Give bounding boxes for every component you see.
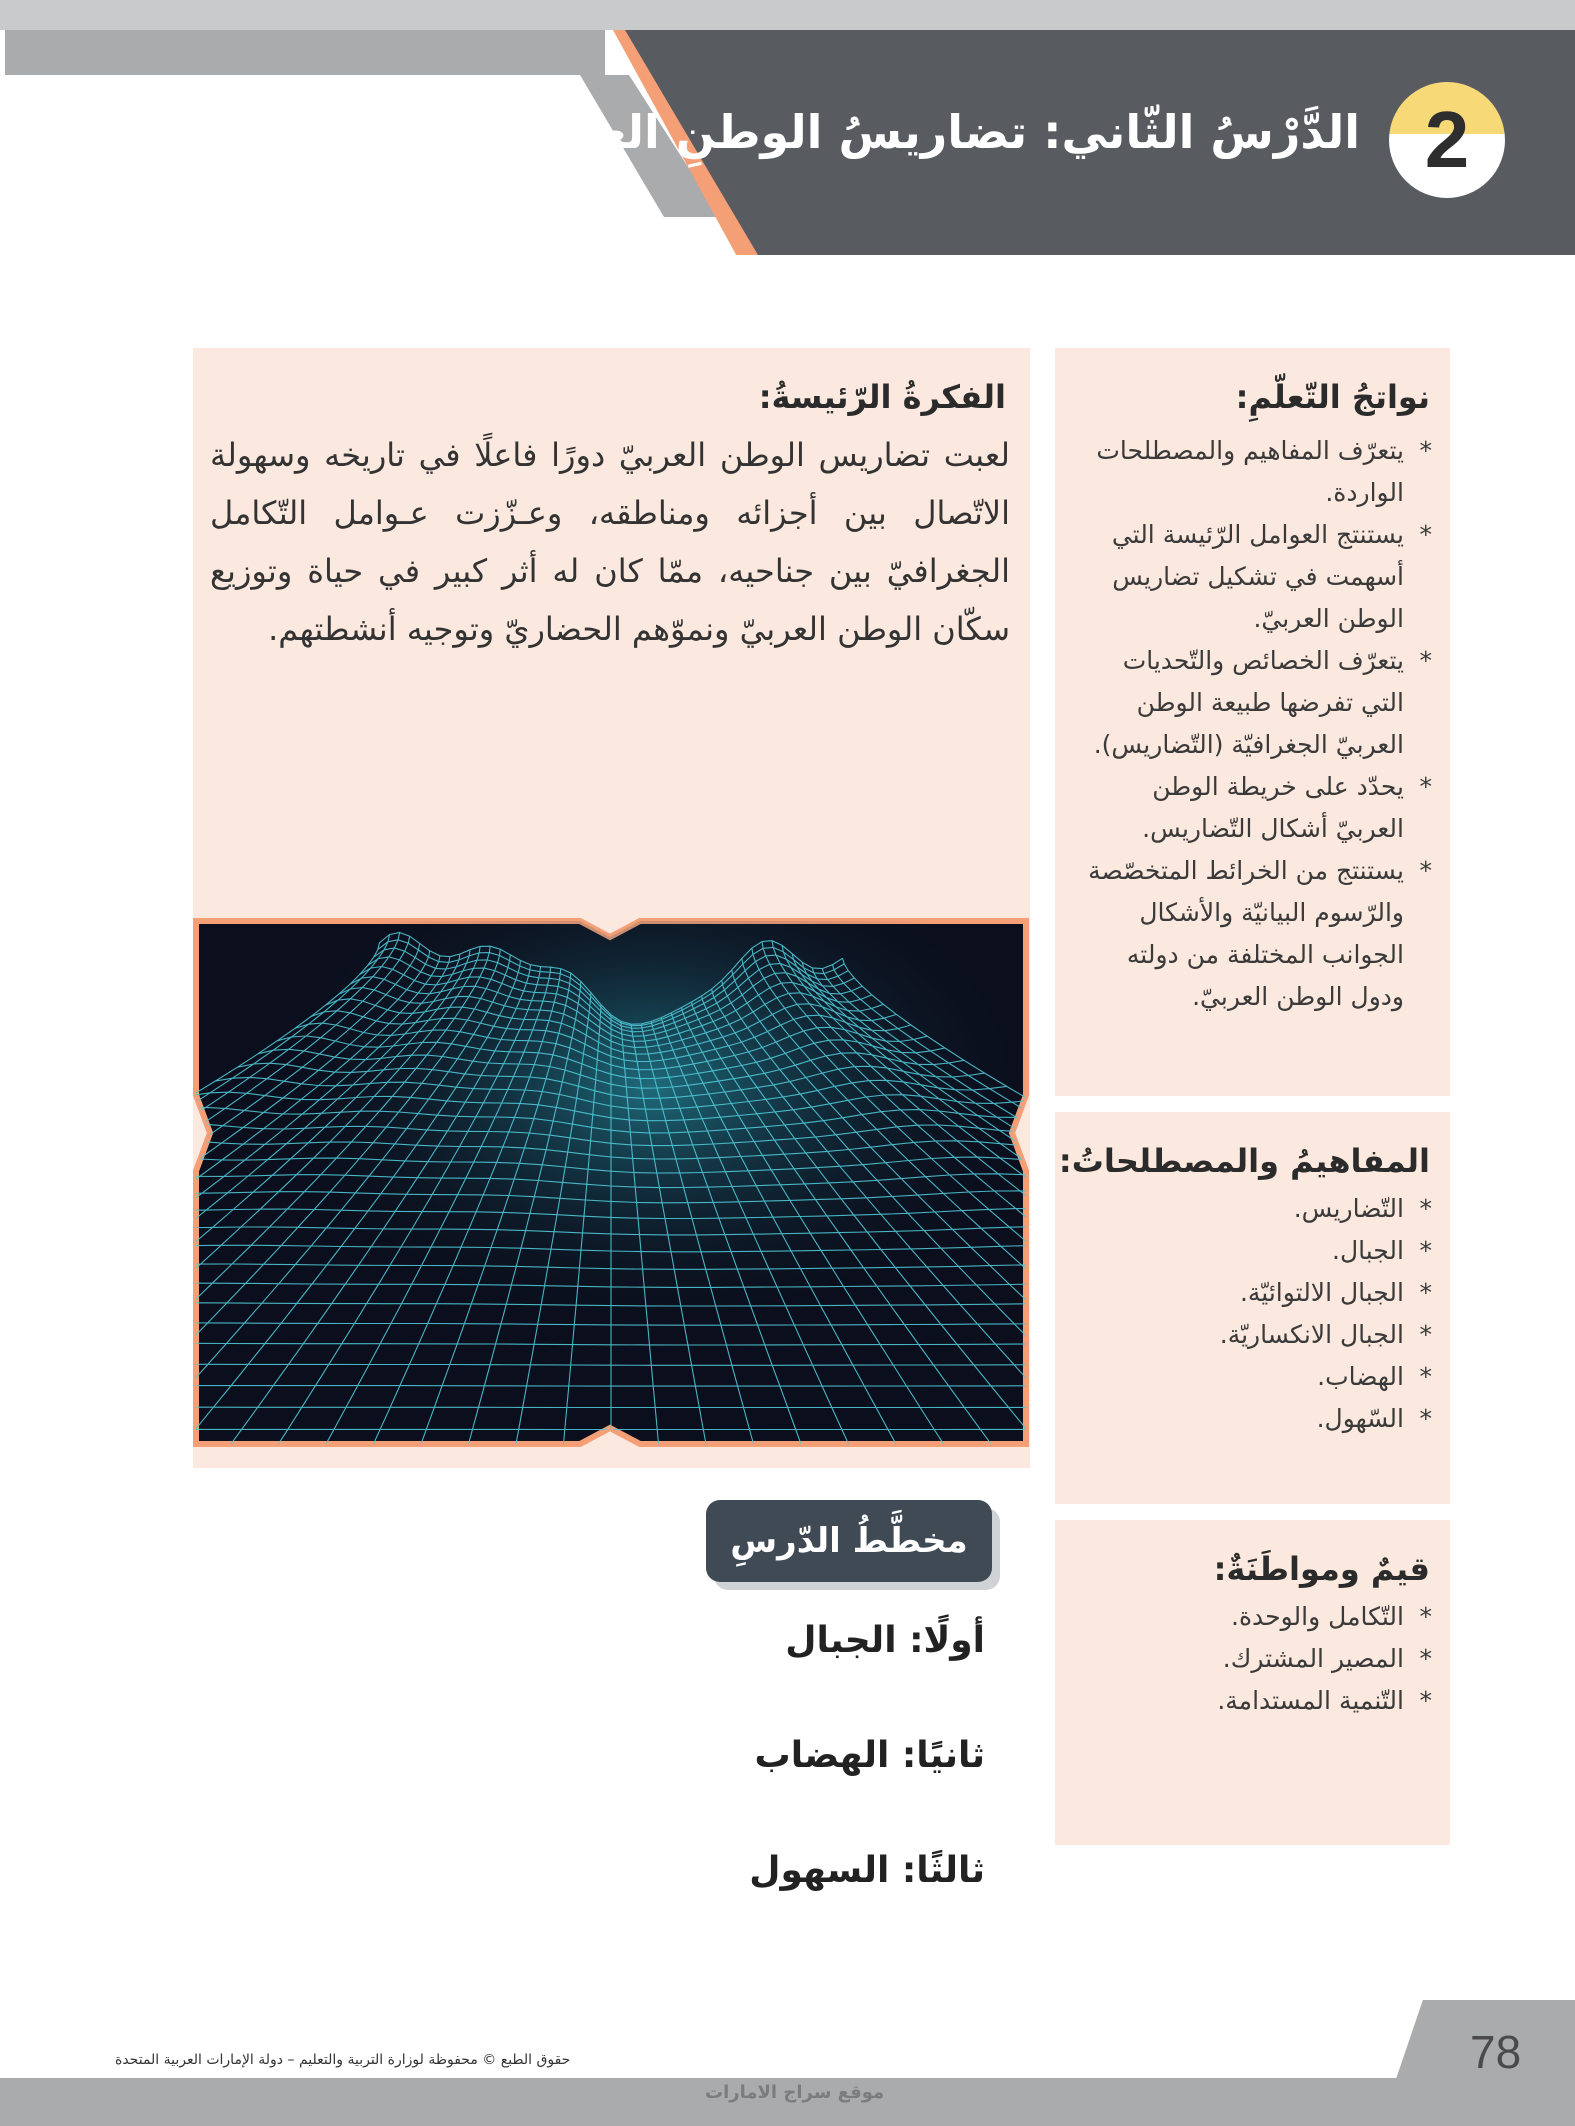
learning-outcomes-heading: نواتجُ التّعلّمِ: (1235, 378, 1430, 416)
values-list (1082, 1596, 1432, 1722)
main-idea-text: لعبت تضاريس الوطن العربيّ دورًا فاعلًا في تاريخه وسهولة الاتّصال بين أجزائه ومناطقه، وعـزّزت عـوامل التّكامل الجغرافيّ بين جناحيه، ممّا كان له أثر كبير في حياة وتوزيع سكّان الوطن العربيّ ونموّهم الحضاريّ وتوجيه أنشطتهم. (210, 436, 1010, 648)
lesson-plan-item-mountains: أولًا: الجبال (785, 1620, 985, 1661)
list-item: * المصير المشترك. (1082, 1638, 1432, 1680)
terrain-wireframe-image (190, 915, 1032, 1450)
lesson-plan-item-plains: ثالثًا: السهول (749, 1850, 985, 1891)
header-gray-band (5, 30, 605, 75)
list-item: * السّهول. (1082, 1398, 1432, 1440)
list-item: * يستنتج العوامل الرّئيسة التي أسهمت في تشكيل تضاريس الوطن العربيّ. (1082, 514, 1432, 640)
lesson-number: 2 (1424, 95, 1470, 184)
lesson-plan-item-plateaus: ثانيًا: الهضاب (754, 1735, 985, 1776)
list-item: * التّنمية المستدامة. (1082, 1680, 1432, 1722)
lesson-number-badge (1385, 78, 1509, 202)
learning-outcomes-list (1082, 430, 1432, 1018)
list-item: * التّكامل والوحدة. (1082, 1596, 1432, 1638)
list-item: * يتعرّف الخصائص والتّحديات التي تفرضها طبيعة الوطن العربيّ الجغرافيّة (التّضاريس). (1082, 640, 1432, 766)
page-number: 78 (1470, 2026, 1522, 2078)
list-item: * يتعرّف المفاهيم والمصطلحات الواردة. (1082, 430, 1432, 514)
list-item: * الجبال الانكساريّة. (1082, 1314, 1432, 1356)
lesson-plan-label: مخطَّطُ الدّرسِ (706, 1500, 992, 1582)
lesson-title: الدَّرْسُ الثّاني: تضاريسُ الوطنِ العربيِّ (508, 105, 1360, 159)
list-item: * الهضاب. (1082, 1356, 1432, 1398)
concepts-list (1082, 1188, 1432, 1440)
list-item: * الجبال. (1082, 1230, 1432, 1272)
main-idea-heading: الفكرةُ الرّئيسةُ: (758, 378, 1006, 416)
list-item: * يستنتج من الخرائط المتخصّصة والرّسوم البيانيّة والأشكال الجوانب المختلفة من دولته ودول الوطن العربيّ. (1082, 850, 1432, 1018)
copyright-notice: حقوق الطبع © محفوظة لوزارة التربية والتعليم – دولة الإمارات العربية المتحدة (115, 2052, 571, 2068)
values-panel (1055, 1520, 1450, 1845)
concepts-heading: المفاهيمُ والمصطلحاتُ: (1058, 1142, 1430, 1180)
list-item: * يحدّد على خريطة الوطن العربيّ أشكال التّضاريس. (1082, 766, 1432, 850)
concepts-panel (1055, 1112, 1450, 1504)
values-heading: قيمٌ ومواطَنَةٌ: (1213, 1550, 1430, 1588)
list-item: * الجبال الالتوائيّة. (1082, 1272, 1432, 1314)
footer-watermark: موقع سراج الامارات (705, 2082, 885, 2103)
learning-outcomes-panel (1055, 348, 1450, 1096)
list-item: * التّضاريس. (1082, 1188, 1432, 1230)
top-stripe (0, 0, 1575, 30)
